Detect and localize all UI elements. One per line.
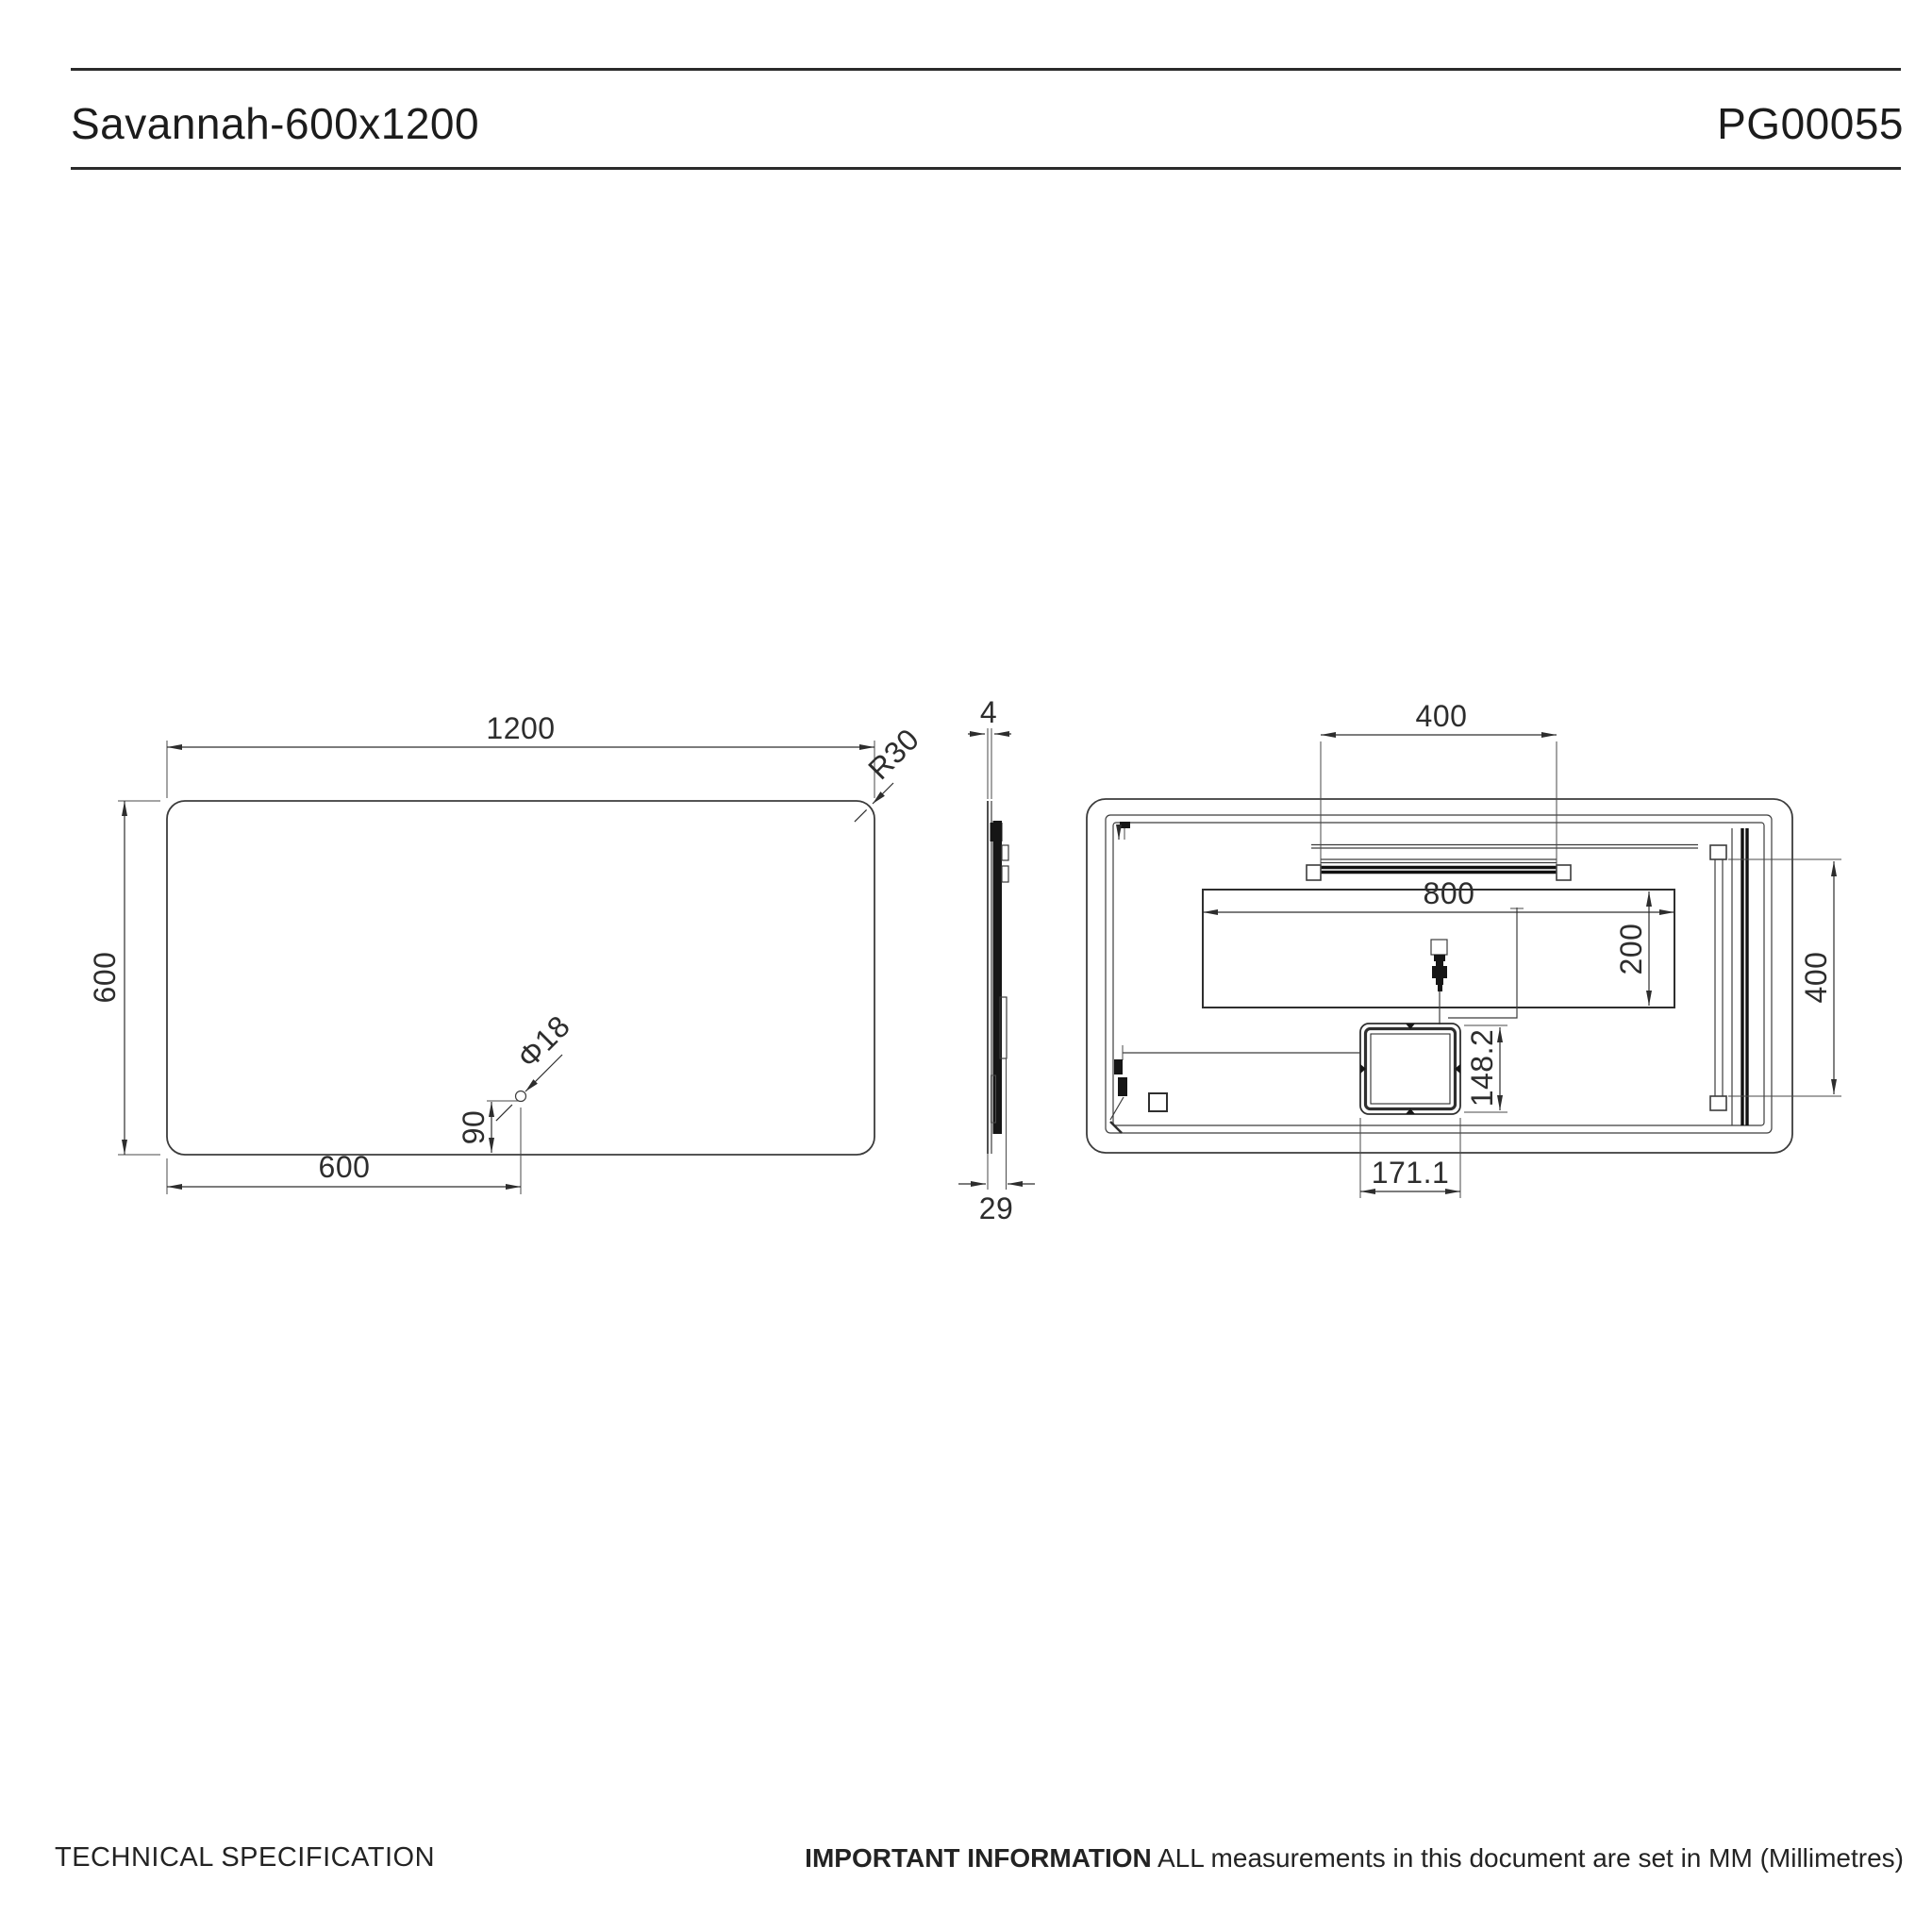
cable-hole: [516, 1091, 526, 1102]
dim-front-height: [88, 801, 160, 1155]
back-view: [1087, 699, 1841, 1198]
dim-hole-diameter: [496, 1008, 576, 1121]
svg-text:90: 90: [457, 1109, 491, 1145]
front-view: [88, 711, 925, 1194]
bracket-end-cap: [1307, 865, 1321, 880]
top-connector-profile: [991, 823, 1003, 841]
top-left-clip: [1119, 822, 1130, 840]
svg-text:4: 4: [979, 695, 998, 729]
svg-text:800: 800: [1423, 876, 1475, 910]
svg-text:29: 29: [978, 1191, 1014, 1225]
side-view: [958, 695, 1035, 1225]
touch-sensor: [1149, 1093, 1167, 1111]
rail-end-cap: [1710, 845, 1726, 859]
svg-text:171.1: 171.1: [1371, 1156, 1450, 1190]
dim-corner-radius: [855, 722, 925, 822]
corner-clip: [1110, 1122, 1122, 1133]
svg-text:400: 400: [1415, 699, 1468, 733]
svg-text:200: 200: [1614, 923, 1648, 975]
svg-text:148.2: 148.2: [1465, 1028, 1499, 1108]
bottom-connector-profile: [993, 1104, 1002, 1134]
power-plug: [1431, 940, 1447, 1024]
svg-text:600: 600: [318, 1150, 371, 1184]
bracket-profile-lower: [1002, 866, 1008, 882]
junction-box: [1360, 1024, 1460, 1114]
product-name: Savannah-600x1200: [71, 99, 480, 148]
frame-profile: [993, 821, 1003, 1134]
rail-end-cap: [1710, 1096, 1726, 1110]
svg-text:Φ18: Φ18: [510, 1008, 577, 1075]
dim-glass-thickness: [968, 695, 1011, 799]
dim-front-width: [167, 711, 874, 798]
dim-box-height: [1464, 1025, 1507, 1112]
measurement-notice: [805, 1843, 1904, 1874]
dim-panel-width: [1203, 876, 1674, 912]
dim-bracket-width: [1321, 699, 1557, 875]
side-rail: [1710, 828, 1747, 1125]
section-label: TECHNICAL SPECIFICATION: [55, 1842, 436, 1873]
svg-text:400: 400: [1799, 951, 1833, 1004]
notice-title: IMPORTANT INFORMATION: [805, 1843, 1152, 1873]
dim-panel-height: [1614, 891, 1649, 1006]
wire-route: [1448, 908, 1517, 1018]
product-code: PG00055: [1717, 99, 1904, 148]
svg-text:600: 600: [88, 951, 122, 1004]
svg-text:1200: 1200: [486, 711, 556, 745]
svg-text:R30: R30: [861, 722, 926, 787]
bracket-profile-upper: [1002, 845, 1008, 860]
dim-box-width: [1360, 1118, 1460, 1198]
notice-text: ALL measurements in this document are set in MM (Millimetres): [1151, 1843, 1904, 1873]
bracket-end-cap: [1557, 865, 1571, 880]
dim-rail-length: [1728, 859, 1841, 1096]
